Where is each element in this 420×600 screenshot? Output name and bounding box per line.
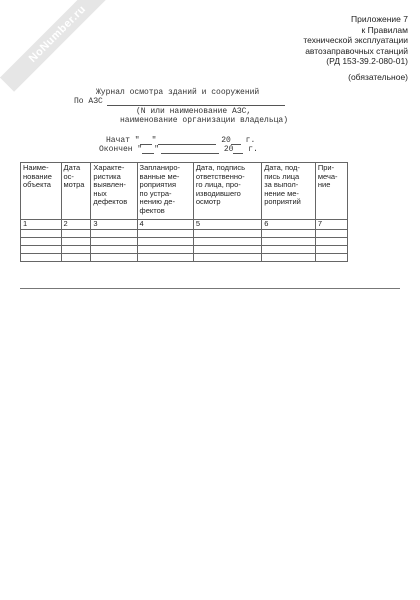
header-executor-signature: Дата, под- пись лица за выпол- нение ме- роприятий [262, 163, 316, 220]
ended-suffix: г. [248, 145, 258, 154]
header-inspection-date: Дата ос- мотра [61, 163, 91, 220]
journal-title: Журнал осмотра зданий и сооружений [96, 88, 260, 97]
appendix-line: (РД 153-39.2-080-01) [326, 56, 408, 66]
table-cell [193, 238, 261, 246]
journal-table [20, 162, 348, 262]
header-defects: Характе- ристика выявлен- ных дефектов [91, 163, 137, 220]
column-number: 2 [61, 220, 91, 230]
column-number: 4 [137, 220, 193, 230]
table-row [21, 230, 348, 238]
table-cell [315, 254, 347, 262]
table-cell [61, 254, 91, 262]
table-row [21, 254, 348, 262]
azs-label: По АЗС [74, 97, 103, 106]
table-cell [262, 230, 316, 238]
appendix-block [303, 14, 408, 67]
year-blank [233, 146, 243, 154]
ended-mid: " [154, 145, 160, 154]
table-cell [137, 238, 193, 246]
table-cell [262, 238, 316, 246]
column-number: 6 [262, 220, 316, 230]
azs-caption-1: (N или наименование АЗС, [136, 107, 252, 116]
started-mid: " [151, 136, 157, 145]
month-blank [161, 146, 219, 154]
header-planned-measures: Запланиро- ванные ме- роприятия по устра- нению де- фектов [137, 163, 193, 220]
column-number: 3 [91, 220, 137, 230]
appendix-line: технической эксплуатации [303, 35, 408, 45]
table-cell [61, 246, 91, 254]
day-blank [140, 137, 152, 145]
table-row [21, 238, 348, 246]
azs-blank-line [107, 98, 285, 106]
table-cell [137, 246, 193, 254]
ended-year: 20 [223, 145, 234, 154]
table-cell [61, 230, 91, 238]
ended-prefix: Окончен " [99, 145, 143, 154]
started-year: 20 [221, 136, 231, 145]
column-number: 7 [315, 220, 347, 230]
watermark: NoNumber.ru [0, 0, 115, 92]
table-cell [21, 238, 62, 246]
table-cell [91, 238, 137, 246]
table-cell [137, 254, 193, 262]
header-inspector-signature: Дата, подпись ответственно- го лица, про- изводившего осмотр [193, 163, 261, 220]
table-cell [315, 230, 347, 238]
table-cell [315, 246, 347, 254]
appendix-line: к Правилам [361, 24, 408, 35]
column-number: 1 [21, 220, 62, 230]
header-row [21, 163, 348, 220]
day-blank [142, 146, 154, 154]
mandatory-label: (обязательное) [348, 72, 408, 82]
column-number: 5 [193, 220, 261, 230]
appendix-line: автозаправочных станций [305, 45, 408, 56]
table-cell [91, 246, 137, 254]
azs-caption-2: наименование организации владельца) [120, 116, 289, 125]
table-cell [262, 254, 316, 262]
table-cell [315, 238, 347, 246]
appendix-line: Приложение 7 [351, 14, 408, 24]
table-cell [193, 230, 261, 238]
header-object-name: Наиме- нование объекта [21, 163, 62, 220]
table-cell [193, 254, 261, 262]
azs-row [74, 97, 285, 106]
table-row [21, 246, 348, 254]
header-note: При- меча- ние [315, 163, 347, 220]
table-cell [21, 254, 62, 262]
table-cell [21, 246, 62, 254]
year-blank [231, 137, 241, 145]
table-cell [21, 230, 62, 238]
table-cell [61, 238, 91, 246]
ended-row [99, 145, 258, 154]
table-cell [193, 246, 261, 254]
table-cell [91, 254, 137, 262]
month-blank [158, 137, 216, 145]
column-number-row [21, 220, 348, 230]
started-row [106, 136, 255, 145]
started-prefix: Начат " [106, 136, 140, 145]
started-suffix: г. [245, 136, 256, 145]
table-cell [262, 246, 316, 254]
table-cell [137, 230, 193, 238]
table-cell [91, 230, 137, 238]
page-divider [20, 288, 400, 289]
